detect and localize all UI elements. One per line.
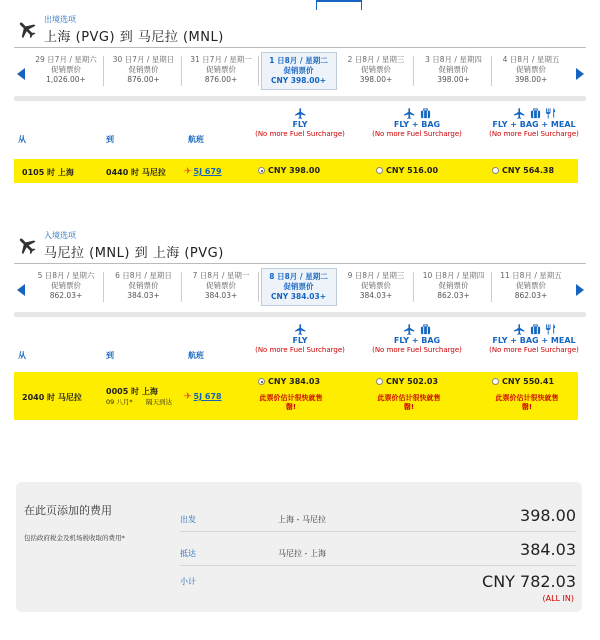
fare-header-fly-bag: FLY + BAG (No more Fuel Surcharge) (367, 106, 467, 138)
radio-icon[interactable] (376, 167, 383, 174)
date-option[interactable] (183, 52, 259, 90)
column-to: 到 (106, 351, 114, 360)
plane-icon (16, 18, 38, 40)
arrive-date: 09 八月* (106, 398, 133, 406)
summary-arrive-route: 马尼拉 - 上海 (278, 549, 326, 558)
fare-header-fly-bag: FLY + BAG (No more Fuel Surcharge) (367, 322, 467, 354)
date-label: 31 日7月 / 星期一 (190, 55, 252, 64)
date-price: 876.00+ (127, 75, 160, 84)
fare-header-fly: FLY (No more Fuel Surcharge) (250, 106, 350, 138)
baggage-icon (420, 324, 431, 335)
date-label: 6 日8月 / 星期日 (115, 271, 172, 280)
date-label: 5 日8月 / 星期六 (37, 271, 95, 280)
baggage-icon (530, 108, 541, 119)
meal-icon (545, 323, 556, 335)
outbound-section (14, 6, 586, 177)
date-price: CNY 398.00+ (270, 76, 327, 85)
date-option[interactable] (183, 268, 259, 306)
date-price: 1,026.00+ (46, 75, 86, 84)
baggage-icon (420, 108, 431, 119)
date-label: 11 日8月 / 星期五 (500, 271, 562, 280)
fare-type-label: 促销票价 (438, 281, 469, 290)
date-label: 10 日8月 / 星期四 (422, 271, 485, 280)
date-option[interactable] (338, 268, 414, 306)
radio-icon[interactable] (258, 167, 265, 174)
date-selector (14, 268, 586, 308)
flight-row (14, 159, 578, 183)
plane-icon (513, 323, 526, 336)
radio-icon[interactable] (492, 167, 499, 174)
fare-type-label: 促销票价 (283, 66, 314, 75)
arrive-time: 0440 时 马尼拉 (106, 168, 166, 177)
date-label: 9 日8月 / 星期三 (347, 271, 405, 280)
summary-depart-route: 上海 - 马尼拉 (278, 515, 326, 524)
fare-option-fly[interactable]: CNY 398.00 (258, 166, 320, 175)
subtotal-value: CNY 782.03 (482, 572, 576, 591)
fare-header-fly: FLY (No more Fuel Surcharge) (250, 322, 350, 354)
fare-option-fly[interactable]: CNY 384.03 (258, 377, 320, 386)
date-option[interactable] (416, 52, 492, 90)
fare-summary (16, 482, 582, 612)
section-title: 上海 (PVG) 到 马尼拉 (MNL) (44, 30, 224, 45)
sellout-note: 此票价估计很快就售罄! (495, 394, 559, 411)
date-label: 3 日8月 / 星期四 (425, 55, 482, 64)
fare-header-fly-bag-meal: FLY + BAG + MEAL (No more Fuel Surcharge) (484, 322, 584, 354)
column-to: 到 (106, 135, 114, 144)
fare-option-fly-bag[interactable]: CNY 516.00 (376, 166, 438, 175)
fare-type-label: 促销票价 (438, 65, 469, 74)
fare-type-label: 促销票价 (516, 65, 546, 74)
column-flight: 航班 (188, 351, 204, 360)
fare-option-fly-bag[interactable]: CNY 502.03 (376, 377, 438, 386)
column-from: 从 (18, 351, 26, 360)
meal-icon (545, 107, 556, 119)
fare-type-label: 促销票价 (128, 281, 159, 290)
fare-type-label: 促销票价 (283, 282, 314, 291)
date-price: 398.00+ (514, 75, 548, 84)
date-label: 4 日8月 / 星期五 (502, 55, 560, 64)
fare-type-label: 促销票价 (128, 65, 159, 74)
flight-number-link[interactable]: ✈ 5J 679 (184, 167, 222, 177)
plane-icon (294, 107, 307, 120)
date-option[interactable] (416, 268, 492, 306)
date-option[interactable] (261, 52, 337, 90)
date-label: 8 日8月 / 星期二 (269, 272, 328, 281)
plane-icon (513, 107, 526, 120)
fare-type-label: 促销票价 (361, 281, 391, 290)
date-price: 862.03+ (49, 291, 83, 300)
date-price: 384.03+ (359, 291, 393, 300)
summary-depart-label: 出发 (180, 515, 196, 524)
flight-number-link[interactable]: ✈ 5J 678 (184, 392, 222, 402)
date-price: 862.03+ (514, 291, 548, 300)
date-price: 384.03+ (204, 291, 238, 300)
fare-type-label: 促销票价 (516, 281, 546, 290)
baggage-icon (530, 324, 541, 335)
next-dates-arrow-icon[interactable] (576, 68, 584, 80)
date-option[interactable] (493, 52, 569, 90)
depart-time: 0105 时 上海 (22, 168, 74, 177)
column-from: 从 (18, 135, 26, 144)
summary-arrive-value: 384.03 (520, 540, 576, 559)
sellout-note: 此票价估计很快就售罄! (377, 394, 441, 411)
section-subtitle: 入境选项 (44, 231, 76, 240)
date-price: 384.03+ (127, 291, 160, 300)
column-flight: 航班 (188, 135, 204, 144)
fare-type-label: 促销票价 (206, 281, 236, 290)
all-in-note: (ALL IN) (542, 594, 574, 603)
arrive-time: 0005 时 上海 (106, 387, 158, 396)
date-price: CNY 384.03+ (270, 292, 327, 301)
summary-caption: 包括政府税金及机场税收取的费用* (24, 534, 125, 542)
summary-depart-value: 398.00 (520, 506, 576, 525)
date-option[interactable] (493, 268, 569, 306)
next-day-note: 隔天到达 (146, 398, 172, 406)
summary-arrive-label: 抵达 (180, 549, 196, 558)
inbound-section (14, 222, 586, 411)
fare-type-label: 促销票价 (51, 65, 81, 74)
date-label: 2 日8月 / 星期三 (347, 55, 405, 64)
date-selector (14, 52, 586, 92)
depart-time: 2040 时 马尼拉 (22, 393, 82, 402)
plane-icon (403, 323, 416, 336)
date-label: 30 日7月 / 星期日 (112, 55, 175, 64)
section-subtitle: 出境选项 (44, 15, 76, 24)
date-option[interactable] (338, 52, 414, 90)
summary-title: 在此页添加的费用 (24, 504, 112, 517)
plane-icon (294, 323, 307, 336)
fare-type-label: 促销票价 (361, 65, 391, 74)
date-price: 876.00+ (204, 75, 238, 84)
fare-option-fly-bag-meal[interactable]: CNY 550.41 (492, 377, 554, 386)
date-option[interactable] (28, 52, 104, 90)
date-label: 7 日8月 / 星期一 (192, 271, 250, 280)
date-option[interactable] (106, 52, 182, 90)
date-price: 398.00+ (437, 75, 470, 84)
fare-header-fly-bag-meal: FLY + BAG + MEAL (No more Fuel Surcharge) (484, 106, 584, 138)
prev-dates-arrow-icon[interactable] (17, 284, 25, 296)
subtotal-label: 小计 (180, 577, 196, 586)
date-label: 29 日7月 / 星期六 (35, 55, 97, 64)
radio-icon[interactable] (258, 378, 265, 385)
prev-dates-arrow-icon[interactable] (17, 68, 25, 80)
airline-logo-icon: ✈ (184, 392, 192, 402)
date-label: 1 日8月 / 星期二 (269, 56, 328, 65)
fare-type-label: 促销票价 (51, 281, 81, 290)
fare-type-label: 促销票价 (206, 65, 236, 74)
fare-option-fly-bag-meal[interactable]: CNY 564.38 (492, 166, 554, 175)
airline-logo-icon: ✈ (184, 167, 192, 177)
radio-icon[interactable] (376, 378, 383, 385)
date-option[interactable] (261, 268, 337, 306)
date-option[interactable] (106, 268, 182, 306)
plane-icon (403, 107, 416, 120)
sellout-note: 此票价估计很快就售罄! (259, 394, 323, 411)
radio-icon[interactable] (492, 378, 499, 385)
flight-row (14, 372, 578, 420)
next-dates-arrow-icon[interactable] (576, 284, 584, 296)
section-title: 马尼拉 (MNL) 到 上海 (PVG) (44, 246, 224, 261)
plane-icon (16, 234, 38, 256)
date-option[interactable] (28, 268, 104, 306)
date-price: 398.00+ (359, 75, 393, 84)
date-price: 862.03+ (437, 291, 470, 300)
